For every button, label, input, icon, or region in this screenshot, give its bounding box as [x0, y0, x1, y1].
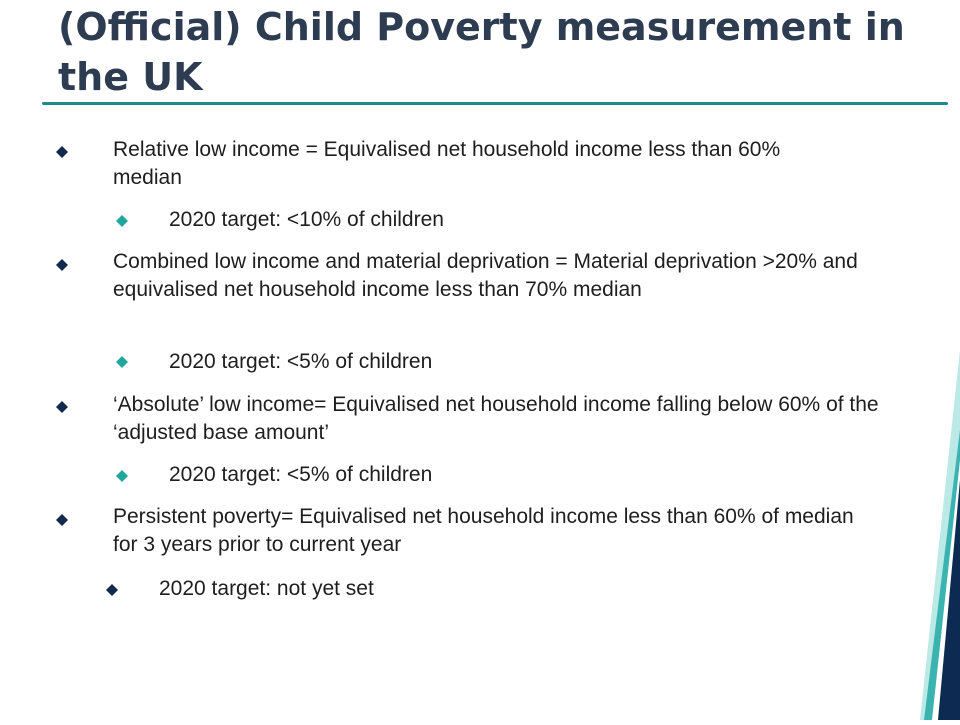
- bullet-text-relative-low-income: Relative low income = Equivalised net household income less than 60% median: [113, 138, 781, 189]
- slide-title: (Official) Child Poverty measurement in the UK: [58, 5, 905, 99]
- diamond-bullet-icon: [56, 401, 68, 413]
- sub-bullet-target-relative: 2020 target: <10% of children: [169, 208, 444, 231]
- decorative-corner-stripes: [880, 350, 960, 720]
- sub-bullet-target-combined: 2020 target: <5% of children: [169, 350, 433, 373]
- sub-bullet-target-persistent: 2020 target: not yet set: [159, 577, 374, 600]
- teal-diamond-bullet-icon: [116, 215, 128, 227]
- bullet-text-persistent-poverty: Persistent poverty= Equivalised net household income less than 60% of median for 3 years prior to current year: [113, 505, 854, 556]
- teal-diamond-bullet-icon: [116, 356, 128, 368]
- bullet-text-combined-low-income: Combined low income and material deprivation = Material deprivation >20% and equivalised net household income less than 70% median: [113, 250, 858, 301]
- diamond-bullet-icon: [56, 146, 68, 158]
- diamond-bullet-icon: [56, 514, 68, 526]
- bullet-text-absolute-low-income: ‘Absolute’ low income= Equivalised net household income falling below 60% of the ‘adjusted base amount’: [113, 393, 879, 444]
- diamond-bullet-icon: [106, 584, 118, 596]
- sub-bullet-target-absolute: 2020 target: <5% of children: [169, 463, 433, 486]
- diamond-bullet-icon: [56, 259, 68, 271]
- teal-diamond-bullet-icon: [116, 470, 128, 482]
